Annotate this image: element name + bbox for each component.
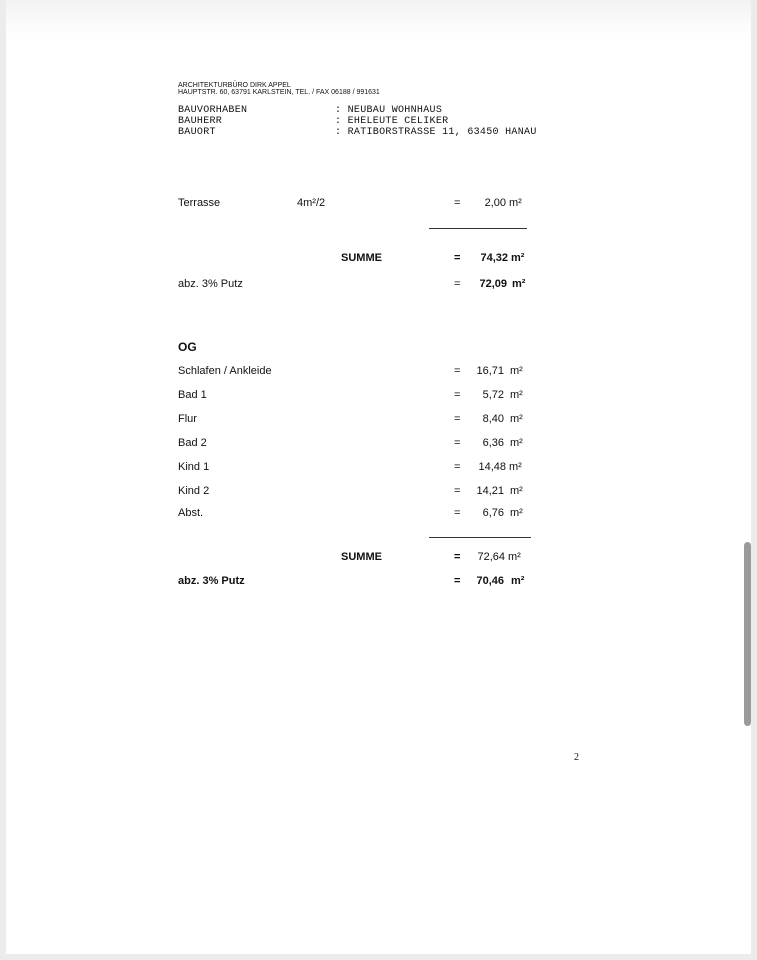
room-equals: =: [454, 485, 461, 497]
eg-summe-label: SUMME: [341, 252, 382, 264]
room-label: Bad 2: [178, 437, 207, 449]
room-value: 5,72: [482, 389, 504, 401]
project-value-bauvorhaben: : NEUBAU WOHNHAUS: [335, 105, 443, 116]
room-equals: =: [454, 461, 461, 473]
room-unit: m²: [510, 365, 523, 377]
room-equals: =: [454, 389, 461, 401]
room-unit: m²: [510, 485, 523, 497]
og-summe-unit: m²: [508, 551, 521, 563]
project-value-bauort: : RATIBORSTRASSE 11, 63450 HANAU: [335, 127, 537, 138]
room-value: 6,36: [482, 437, 504, 449]
eg-putz-value: 72,09: [479, 278, 507, 290]
eg-summe-value: 74,32: [480, 252, 508, 264]
sum-divider-og: [429, 537, 531, 538]
room-value: 14,48: [478, 461, 506, 473]
project-label-bauvorhaben: BAUVORHABEN: [178, 105, 248, 116]
room-unit: m²: [510, 413, 523, 425]
og-putz-equals: =: [454, 575, 461, 587]
room-equals: =: [454, 507, 461, 519]
room-unit: m²: [509, 461, 522, 473]
terrasse-calc: 4m²/2: [297, 197, 326, 209]
room-unit: m²: [510, 507, 523, 519]
og-summe-label: SUMME: [341, 551, 382, 563]
eg-putz-unit: m²: [512, 278, 526, 290]
room-label: Kind 2: [178, 485, 210, 497]
terrasse-equals: =: [454, 197, 461, 209]
og-putz-value: 70,46: [476, 575, 504, 587]
terrasse-unit: m²: [509, 197, 522, 209]
project-label-bauort: BAUORT: [178, 127, 216, 138]
room-value: 16,71: [476, 365, 504, 377]
og-putz-label: abz. 3% Putz: [178, 575, 245, 587]
terrasse-label: Terrasse: [178, 197, 221, 209]
room-unit: m²: [510, 437, 523, 449]
room-label: Flur: [178, 413, 197, 425]
room-value: 6,76: [482, 507, 504, 519]
project-label-bauherr: BAUHERR: [178, 116, 223, 127]
eg-summe-equals: =: [454, 252, 461, 264]
room-label: Bad 1: [178, 389, 207, 401]
document-page: [6, 0, 751, 954]
og-summe-value: 72,64: [477, 551, 505, 563]
terrasse-value: 2,00: [484, 197, 506, 209]
office-name: ARCHITEKTURBÜRO DIRK APPEL: [178, 82, 291, 89]
office-address: HAUPTSTR. 60, 63791 KARLSTEIN, TEL. / FAX 06188 / 991631: [178, 89, 380, 96]
project-value-bauherr: : EHELEUTE CELIKER: [335, 116, 449, 127]
room-label: Schlafen / Ankleide: [178, 365, 272, 377]
room-equals: =: [454, 413, 461, 425]
vertical-scrollbar[interactable]: [744, 542, 751, 726]
sum-divider-eg: [429, 228, 527, 229]
og-putz-unit: m²: [511, 575, 525, 587]
room-label: Kind 1: [178, 461, 210, 473]
og-section-title: OG: [178, 340, 197, 354]
room-value: 8,40: [482, 413, 504, 425]
page-top-shadow: [6, 0, 751, 40]
eg-putz-equals: =: [454, 278, 461, 290]
room-equals: =: [454, 437, 461, 449]
room-unit: m²: [510, 389, 523, 401]
room-value: 14,21: [476, 485, 504, 497]
room-equals: =: [454, 365, 461, 377]
room-label: Abst.: [178, 507, 204, 519]
eg-putz-label: abz. 3% Putz: [178, 278, 243, 290]
eg-summe-unit: m²: [511, 252, 525, 264]
page-number: 2: [574, 752, 579, 763]
og-summe-equals: =: [454, 551, 461, 563]
